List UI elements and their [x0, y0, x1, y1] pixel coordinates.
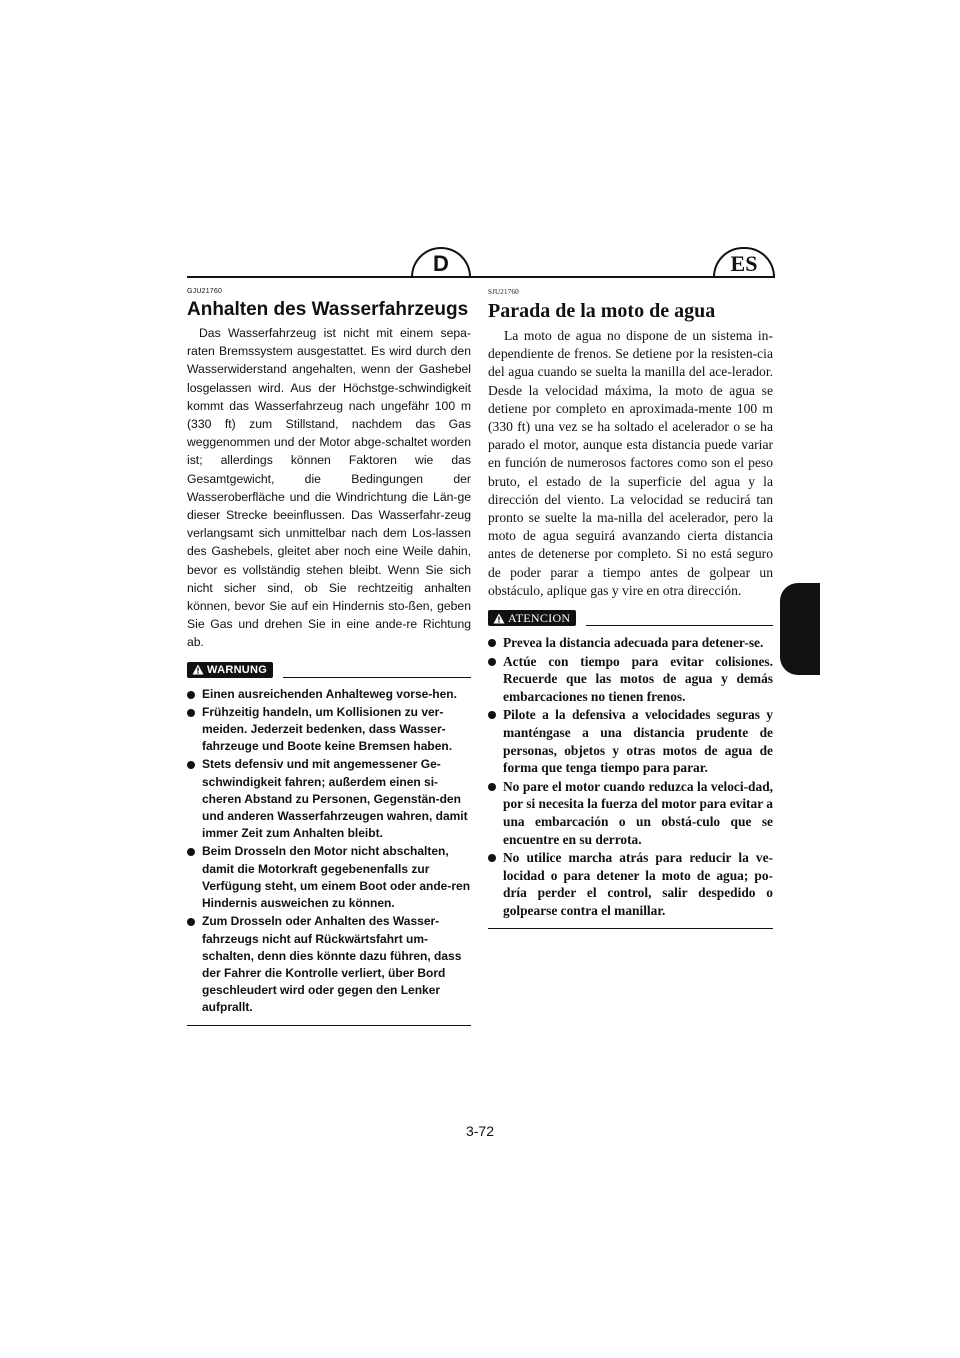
chapter-thumb-tab [780, 583, 820, 675]
spanish-column [488, 288, 773, 929]
body-paragraph: Das Wasserfahrzeug ist nicht mit einem sepa-raten Bremssystem ausgestattet. Es wird durch den Wasserwiderstand angehalten, wenn der Gashebel losgelassen wird. Aus der Höchstge-schwindigkeit kommt das Wasserfahrzeug nach ungefähr 100 m (330 ft) zum Stillstand, nachdem das Gas weggenommen und der Motor abge-schaltet worden ist; allerdings können Faktoren wie das Gesamtgewicht, die Bedingungen der Wasseroberfläche und die Windrichtung die Län-ge dieser Strecke beeinflussen. Das Wasserfahr-zeug verlangsamt sich unmittelbar nach dem Los-lassen des Gashebels, gleitet aber noch eine Weile dahin, bevor es vollständig stehen bleibt. Wenn Sie sich nicht sicher sind, ob Sie rechtzeitig anhalten können, bevor Sie auf ein Hindernis sto-ßen, geben Sie Gas und drehen Sie in eine ande-re Richtung ab. [187, 326, 471, 650]
bullet-icon [488, 658, 496, 666]
warning-rule [586, 625, 773, 626]
section-code: GJU21760 [187, 288, 223, 295]
warning-badge [488, 610, 576, 626]
warning-item: Prevea la distancia adecuada para detener-se. [488, 634, 773, 652]
bullet-icon [187, 709, 195, 717]
warning-item: Beim Drosseln den Motor nicht abschalten, damit die Motorkraft gegebenenfalls zur Verfügung steht, um einem Boot oder ande-ren Hindernis ausweichen zu können. [187, 843, 471, 912]
warning-end-rule [187, 1025, 471, 1026]
section-title: Parada de la moto de agua [488, 300, 716, 322]
warning-item: Actúe con tiempo para evitar colisiones. Recuerde que las motos de agua y demás embarcaciones no tienen frenos. [488, 653, 773, 706]
language-tab-spanish: ES [713, 247, 775, 278]
section-code: SJU21760 [488, 288, 519, 296]
warning-triangle-icon [192, 664, 204, 675]
warning-item: Frühzeitig handeln, um Kollisionen zu ver-meiden. Jederzeit bedenken, dass Wasser-fahrzeuge und Boote keine Bremsen haben. [187, 704, 471, 756]
bullet-icon [187, 761, 195, 769]
bullet-icon [488, 783, 496, 791]
language-tab-german: D [411, 247, 471, 278]
warning-item: Pilote a la defensiva a velocidades seguras y manténgase a una distancia prudente de personas, objetos y otras motos de agua de forma que tenga tiempo para parar. [488, 706, 773, 776]
warning-header [187, 662, 471, 678]
bullet-icon [488, 711, 496, 719]
header-rule [187, 276, 774, 278]
warning-end-rule [488, 928, 773, 929]
section-title: Anhalten des Wasserfahrzeugs [187, 299, 469, 320]
warning-list [187, 686, 471, 1017]
warning-label: WARNUNG [207, 663, 268, 676]
bullet-icon [488, 639, 496, 647]
body-paragraph: La moto de agua no dispone de un sistema in-dependiente de frenos. Se detiene por la resisten-cia del agua cuando se suelta la manilla del ace-lerador. Desde la velocidad máxima, la moto de agua se detiene por completo en aproximada-mente 100 m (330 ft) una vez se ha soltado el acelerador o se ha parado el motor, aunque esta distancia puede variar en función de numerosos factores como son el peso bruto, el estado de la superficie del agua y la dirección del viento. La velocidad se reducirá tan pronto se suelte la ma-nilla del acelerador, pero la moto de agua seguirá avanzando cierta distancia antes de detenerse por completo. Si no está seguro de poder parar a tiempo antes de golpear un obstáculo, aplique gas y vire en otra dirección. [488, 328, 773, 598]
bullet-icon [187, 918, 195, 926]
warning-label: ATENCION [508, 610, 571, 625]
warning-item: No pare el motor cuando reduzca la veloci-dad, por si necesita la fuerza del motor para evitar a una embarcación o un obstá-culo que se encuentre en su derrota. [488, 778, 773, 848]
warning-badge [187, 662, 273, 678]
warning-item: Stets defensiv und mit angemessener Ge-schwindigkeit fahren; außerdem einen si-cheren Abstand zu Personen, Gegenstän-den und anderen Wasserfahrzeugen wahren, damit immer Zeit zum Anhalten bleibt. [187, 756, 471, 842]
warning-item: Zum Drosseln oder Anhalten des Wasser-fahrzeugs nicht auf Rückwärtsfahrt um-schalten, denn dies könnte dazu führen, dass der Fahrer die Kontrolle verliert, über Bord geschleudert wird oder gegen den Lenker aufprallt. [187, 913, 471, 1016]
bullet-icon [488, 854, 496, 862]
bullet-icon [187, 691, 195, 699]
bullet-icon [187, 848, 195, 856]
warning-item: Einen ausreichenden Anhalteweg vorse-hen. [187, 686, 471, 703]
warning-header [488, 610, 773, 626]
warning-item: No utilice marcha atrás para reducir la ve-locidad o para detener la moto de agua; po-dría perder el control, salir despedido o golpearse contra el manillar. [488, 849, 773, 919]
german-column [187, 288, 471, 1026]
warning-rule [283, 677, 471, 678]
page-number: 3-72 [465, 1123, 495, 1139]
warning-triangle-icon [493, 613, 505, 624]
warning-list [488, 634, 773, 920]
